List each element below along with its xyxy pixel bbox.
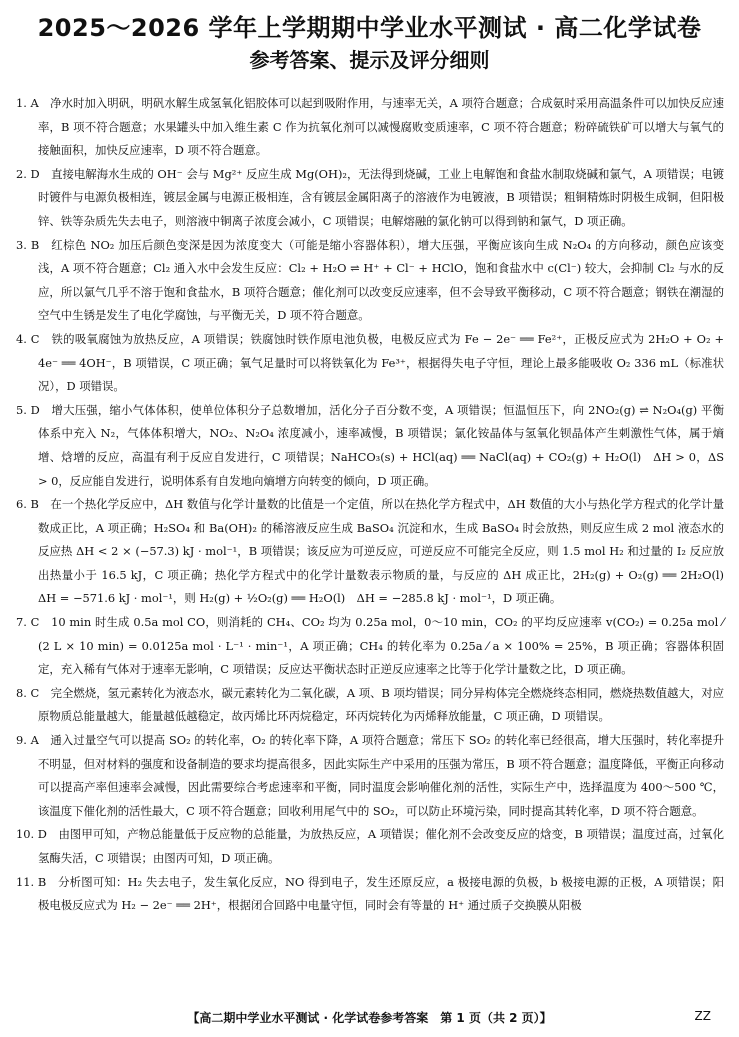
- answer-list: [16, 92, 736, 918]
- answer-item-7: 7. C 10 min 时生成 0.5a mol CO，则消耗的 CH₄、CO₂ 均为 0.25a mol，0～10 min，CO₂ 的平均反应速率 v(CO₂) = 0.25a mol ⁄ (2 L × 10 min) = 0.0125a mol · L⁻¹ · min⁻¹，A 项正确；CH₄ 的转化率为 0.25a ⁄ a × 100% = 25%，B 项正确；容器体积固定，充入稀有气体对于速率无影响，C 项错误；反应达平衡状态时正逆反应速率之比等于化学计量数之比，D 项正确。: [16, 615, 724, 677]
- page-title: 2025～2026 学年上学期期中学业水平测试 · 高二化学试卷: [37, 14, 702, 42]
- answer-item-5: 5. D 增大压强，缩小气体体积，使单位体积分子总数增加，活化分子百分数不变，A 项错误；恒温恒压下，向 2NO₂(g) ⇌ N₂O₄(g) 平衡体系中充入 N₂，气体体积增大，NO₂、N₂O₄ 浓度减小，速率减慢，B 项错误；氯化铵晶体与氢氧化钡晶体产生刺激性气体，属于熵增、焓增的反应，高温有利于反应自发进行，C 项错误；NaHCO₃(s) + HCl(aq) ══ NaCl(aq) + CO₂(g) + H₂O(l) ΔH > 0，ΔS > 0，反应能自发进行，说明体系有自发地向熵增方向转变的倾向，D 项正确。: [16, 402, 724, 488]
- answer-item-3: 3. B 红棕色 NO₂ 加压后颜色变深是因为浓度变大（可能是缩小容器体积），增大压强，平衡应该向生成 N₂O₄ 的方向移动，颜色应该变浅，A 项不符合题意；Cl₂ 通入水中会发生反应：Cl₂ + H₂O ⇌ H⁺ + Cl⁻ + HClO，饱和食盐水中 c(Cl⁻) 较大，会抑制 Cl₂ 与水的反应，所以氯气几乎不溶于饱和食盐水，B 项符合题意；催化剂可以改变反应速率，但不会导致平衡移动，C 项不符合题意；钢铁在潮湿的空气中生锈是发生了电化学腐蚀，与平衡无关，D 项不符合题意。: [16, 237, 724, 323]
- answer-item-8: 8. C 完全燃烧，氢元素转化为液态水，碳元素转化为二氧化碳，A 项、B 项均错误；同分异构体完全燃烧终态相同，燃烧热数值越大，对应原物质总能量越大，能量越低越稳定，故丙烯比环丙烷稳定，环丙烷转化为丙烯释放能量，C 项正确，D 项错误。: [16, 685, 724, 724]
- answer-item-11: 11. B 分析图可知：H₂ 失去电子，发生氧化反应，NO 得到电子，发生还原反应，a 极接电源的负极，b 极接电源的正极，A 项错误；阳极电极反应式为 H₂ − 2e⁻ ══ 2H⁺，根据闭合回路中电量守恒，同时会有等量的 H⁺ 通过质子交换膜从阳极: [16, 874, 724, 913]
- answer-item-10: 10. D 由图甲可知，产物总能量低于反应物的总能量，为放热反应，A 项错误；催化剂不会改变反应的焓变，B 项错误；温度过高，过氧化氢酶失活，C 项错误；由图丙可知，D 项正确。: [16, 827, 724, 865]
- page-subtitle: 参考答案、提示及评分细则: [249, 48, 490, 72]
- answer-item-9: 9. A 通入过量空气可以提高 SO₂ 的转化率，O₂ 的转化率下降，A 项符合题意；常压下 SO₂ 的转化率已经很高，增大压强时，转化率提升不明显，但对材料的强度和设备制造的要求均提高很多，因此实际生产中采用的压强为常压，B 项不符合题意；温度降低，平衡正向移动可以提高产率但速率会减慢，因此需要综合考虑速率和平衡，同时温度会影响催化剂的活性，实际生产中，选择温度为 400～500 ℃，该温度下催化剂的活性最大，C 项不符合题意；回收利用尾气中的 SO₂，可以防止环境污染，同时提高其转化率，D 项不符合题意。: [16, 733, 724, 818]
- footer-code: ZZ: [694, 1009, 711, 1023]
- answer-item-6: 6. B 在一个热化学反应中，ΔH 数值与化学计量数的比值是一个定值，所以在热化学方程式中，ΔH 数值的大小与热化学方程式的化学计量数成正比，A 项正确；H₂SO₄ 和 Ba(OH)₂ 的稀溶液反应生成 BaSO₄ 沉淀和水，生成 BaSO₄ 时会放热，则反应生成 2 mol 液态水的反应热 ΔH < 2 × (−57.3) kJ · mol⁻¹，B 项错误；该反应为可逆反应，可逆反应不可能完全反应，则 1.5 mol H₂ 和过量的 I₂ 反应放出热量小于 16.5 kJ，C 项正确；热化学方程式中的化学计量数表示物质的量，与反应的 ΔH 成正比，2H₂(g) + O₂(g) ══ 2H₂O(l) ΔH = −571.6 kJ · mol⁻¹，则 H₂(g) + ½O₂(g) ══ H₂O(l) ΔH = −285.8 kJ · mol⁻¹，D 项正确。: [16, 497, 736, 606]
- answer-item-2: 2. D 直接电解海水生成的 OH⁻ 会与 Mg²⁺ 反应生成 Mg(OH)₂，无法得到烧碱，工业上电解饱和食盐水制取烧碱和氯气，A 项错误；电镀时镀件与电源负极相连，镀层金属与电源正极相连，含有镀层金属阳离子的溶液作为电镀液，B 项错误；粗铜精炼时阴极生成铜，但阳极锌、铁等杂质先失去电子，则溶液中铜离子浓度会减小，C 项错误；电解熔融的氯化钠可以得到钠和氯气，D 项正确。: [16, 166, 724, 228]
- answer-item-1: 1. A 净水时加入明矾，明矾水解生成氢氧化铝胶体可以起到吸附作用，与速率无关，A 项符合题意；合成氨时采用高温条件可以加快反应速率，B 项不符合题意；水果罐头中加入维生素 C 作为抗氧化剂可以减慢腐败变质速率，C 项不符合题意；粉碎硫铁矿可以增大与氧气的接触面积，加快反应速率，D 项不符合题意。: [16, 96, 724, 158]
- answer-item-4: 4. C 铁的吸氧腐蚀为放热反应，A 项错误；铁腐蚀时铁作原电池负极，电极反应式为 Fe − 2e⁻ ══ Fe²⁺，正极反应式为 2H₂O + O₂ + 4e⁻ ══ 4OH⁻，B 项错误，C 项正确；氧气足量时可以将铁氧化为 Fe³⁺，根据得失电子守恒，理论上最多能吸收 O₂ 336 mL（标准状况），D 项错误。: [16, 331, 724, 394]
- page-footer: 【高二期中学业水平测试 · 化学试卷参考答案 第 1 页（共 2 页）】: [187, 1011, 552, 1025]
